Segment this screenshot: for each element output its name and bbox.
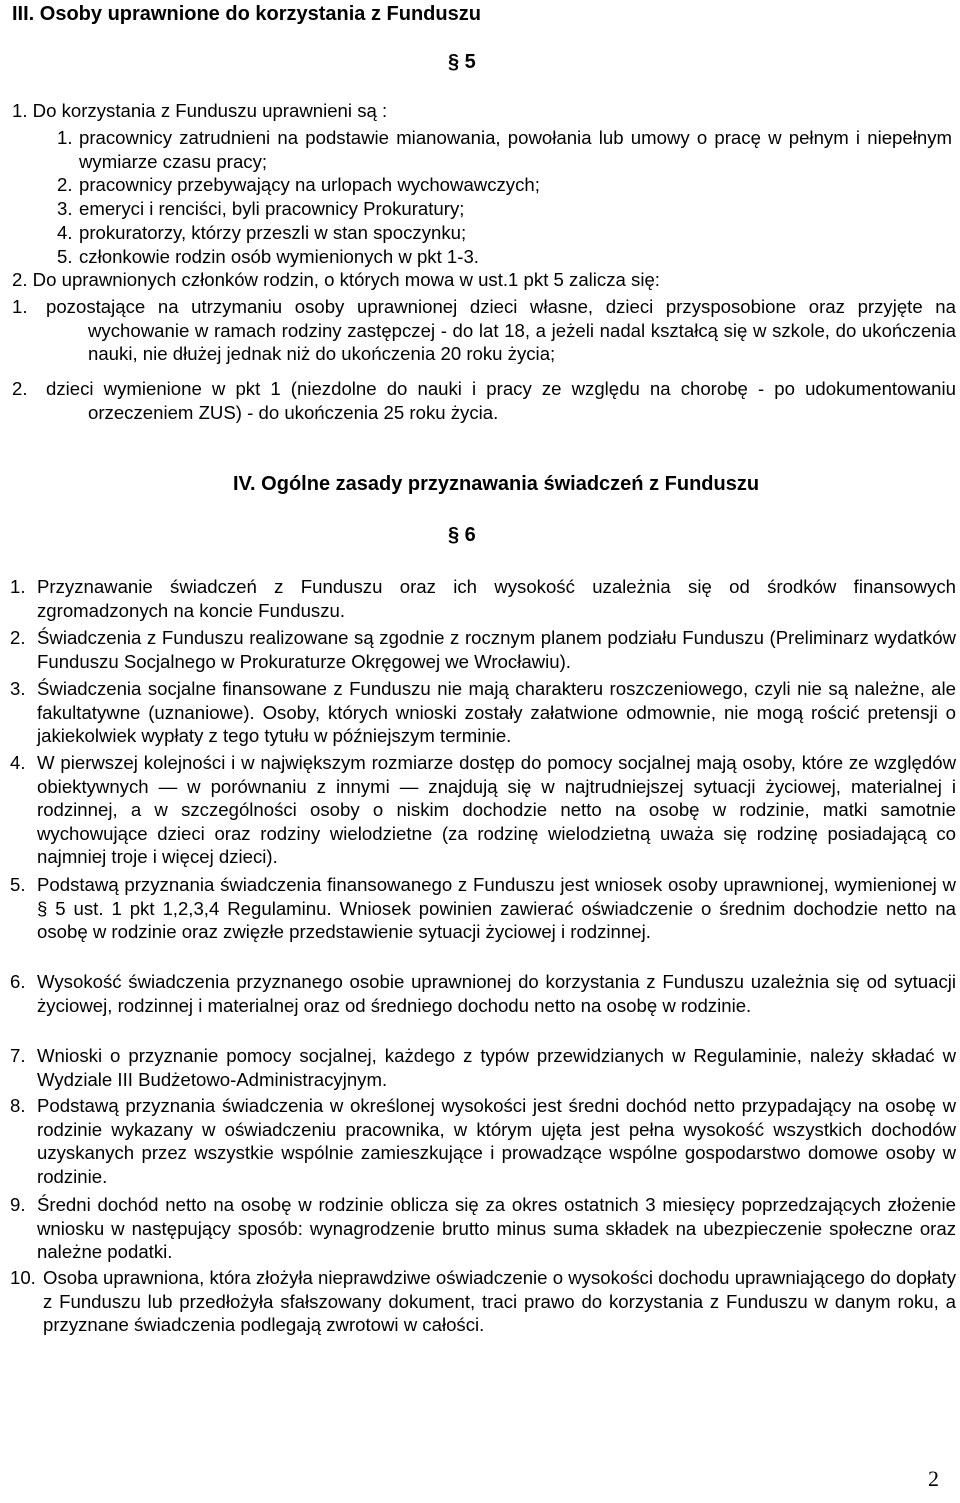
list-item-text: Podstawą przyznania świadczenia w określonej wysokości jest średni dochód netto przypadający na osobę w rodzinie wykazany w oświadczeniu pracownika, w którym ujęta jest pełna wysokość wszystkich dochodów uzyskanych przez wszystkie wspólnie zamieszkujące i prowadzące wspólne gospodarstwo domowe osoby w rodzinie. xyxy=(37,1095,956,1187)
paragraph-5-heading: § 5 xyxy=(448,51,476,73)
section-3-ust-2-intro: 2. Do uprawnionych członków rodzin, o których mowa w ust.1 pkt 5 zalicza się: xyxy=(12,269,660,290)
list-item-number: 3. xyxy=(57,198,73,219)
list-item xyxy=(57,126,952,173)
paragraph-6-heading: § 6 xyxy=(448,524,476,546)
list-item xyxy=(10,677,956,751)
list-item xyxy=(57,245,952,269)
list-item xyxy=(10,1266,956,1340)
list-item xyxy=(12,295,956,377)
page-number: 2 xyxy=(928,1466,939,1491)
list-item xyxy=(12,377,956,437)
list-item-number: 2. xyxy=(12,378,28,399)
list-item-text: Świadczenia socjalne finansowane z Funduszu nie mają charakteru roszczeniowego, czyli nie są należne, ale fakultatywne (uznaniowe). Osoby, których wnioski zostały załatwione odmownie, nie mogą rościć pretensji o jakiekolwiek wypłaty z tego tytułu w późniejszym terminie. xyxy=(37,678,956,746)
list-item xyxy=(10,1094,956,1193)
list-item-text: W pierwszej kolejności i w największym rozmiarze dostęp do pomocy socjalnej mają osoby, które ze względów obiektywnych — w porównaniu z innymi — znajdują się w najtrudniejszej sytuacji życiowej, materialnej i rodzinnej, a w szczególności osoby o niskim dochodzie netto na osobę w rodzinie, matki samotnie wychowujące dzieci oraz rodziny wielodzietne (za rodzinę wielodzietną uważa się rodzinę posiadającą co najmniej troje i więcej dzieci). xyxy=(37,752,956,867)
list-item-text: pozostające na utrzymaniu osoby uprawnionej dzieci własne, dzieci przysposobione oraz przyjęte na wychowanie w ramach rodziny zastępczej - do lat 18, a jeżeli nadal kształcą się w szkole, do ukończenia nauki, nie dłużej jednak niż do ukończenia 20 roku życia; xyxy=(46,296,956,364)
list-item-number: 5. xyxy=(57,246,73,267)
list-item xyxy=(10,575,956,626)
list-item-number: 1. xyxy=(10,576,26,597)
list-item xyxy=(10,970,956,1044)
list-item xyxy=(10,626,956,677)
list-item xyxy=(10,751,956,873)
section-4-title: IV. Ogólne zasady przyznawania świadczeń z Funduszu xyxy=(233,473,760,495)
list-item-text: prokuratorzy, którzy przeszli w stan spoczynku; xyxy=(79,222,467,243)
list-item-text: emeryci i renciści, byli pracownicy Prokuratury; xyxy=(79,198,465,219)
list-item-number: 4. xyxy=(57,222,73,243)
list-item xyxy=(10,1044,956,1094)
section-3-ust-1-list xyxy=(57,126,952,269)
section-3-title: III. Osoby uprawnione do korzystania z Funduszu xyxy=(12,3,481,25)
section-4-list xyxy=(10,575,956,1340)
list-item-text: Podstawą przyznania świadczenia finansowanego z Funduszu jest wniosek osoby uprawnionej, wymienionej w § 5 ust. 1 pkt 1,2,3,4 Regulaminu. Wniosek powinien zawierać oświadczenie o średnim dochodzie netto na osobę w rodzinie oraz zwięzłe przedstawienie sytuacji życiowej i rodzinnej. xyxy=(37,874,956,942)
list-item-number: 9. xyxy=(10,1194,26,1215)
list-item-number: 1. xyxy=(12,296,28,317)
list-item-text: Świadczenia z Funduszu realizowane są zgodnie z rocznym planem podziału Funduszu (Preliminarz wydatków Funduszu Socjalnego w Prokuraturze Okręgowej we Wrocławiu). xyxy=(37,627,956,672)
list-item-number: 7. xyxy=(10,1045,26,1066)
list-item-text: Wnioski o przyznanie pomocy socjalnej, każdego z typów przewidzianych w Regulaminie, należy składać w Wydziale III Budżetowo-Administracyjnym. xyxy=(37,1045,956,1090)
list-item-text: Osoba uprawniona, która złożyła nieprawdziwe oświadczenie o wysokości dochodu uprawniającego do dopłaty z Funduszu lub przedłożyła sfałszowany dokument, traci prawo do korzystania z Funduszu w danym roku, a przyznane świadczenia podlegają zwrotowi w całości. xyxy=(43,1267,956,1335)
list-item xyxy=(10,873,956,970)
list-item-text: członkowie rodzin osób wymienionych w pkt 1-3. xyxy=(79,246,479,267)
list-item-text: Średni dochód netto na osobę w rodzinie oblicza się za okres ostatnich 3 miesięcy poprzedzających złożenie wniosku w następujący sposób: wynagrodzenie brutto minus suma składek na ubezpieczenie społeczne oraz należne podatki. xyxy=(37,1194,956,1262)
list-item-number: 10. xyxy=(10,1267,36,1288)
list-item-number: 6. xyxy=(10,971,26,992)
list-item-number: 5. xyxy=(10,874,26,895)
list-item-text: Przyznawanie świadczeń z Funduszu oraz ich wysokość uzależnia się od środków finansowych zgromadzonych na koncie Funduszu. xyxy=(37,576,956,621)
list-item-text: pracownicy zatrudnieni na podstawie mianowania, powołania lub umowy o pracę w pełnym i niepełnym wymiarze czasu pracy; xyxy=(79,127,952,172)
list-item-number: 4. xyxy=(10,752,26,773)
list-item-number: 2. xyxy=(10,627,26,648)
list-item-number: 8. xyxy=(10,1095,26,1116)
section-3-ust-2-list xyxy=(12,295,956,437)
section-3-ust-1-intro: 1. Do korzystania z Funduszu uprawnieni są : xyxy=(12,100,388,121)
list-item xyxy=(57,221,952,245)
list-item xyxy=(10,1193,956,1266)
list-item-number: 2. xyxy=(57,174,73,195)
list-item-number: 1. xyxy=(57,127,73,148)
list-item xyxy=(57,173,952,197)
list-item xyxy=(57,197,952,221)
list-item-text: Wysokość świadczenia przyznanego osobie uprawnionej do korzystania z Funduszu uzależnia się od sytuacji życiowej, rodzinnej i materialnej oraz od średniego dochodu netto na osobę w rodzinie. xyxy=(37,971,956,1016)
list-item-text: dzieci wymienione w pkt 1 (niezdolne do nauki i pracy ze względu na chorobę - po udokumentowaniu orzeczeniem ZUS) - do ukończenia 25 roku życia. xyxy=(46,378,956,423)
list-item-text: pracownicy przebywający na urlopach wychowawczych; xyxy=(79,174,540,195)
list-item-number: 3. xyxy=(10,678,26,699)
